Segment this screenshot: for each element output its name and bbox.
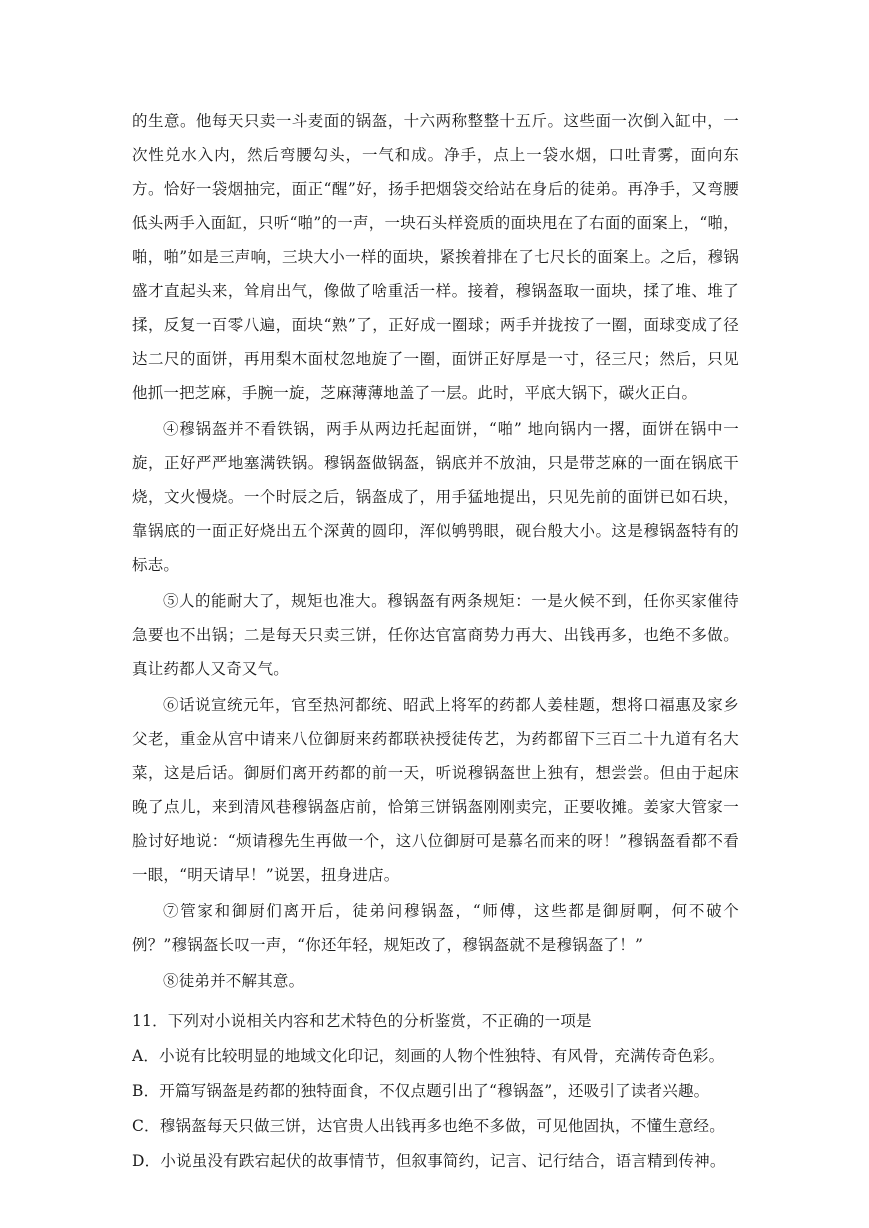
- passage: [132, 104, 739, 998]
- option-c: C．穆锅盔每天只做三饼，达官贵人出钱再多也绝不多做，可见他固执，不懂生意经。: [132, 1117, 725, 1135]
- question-11: [132, 1004, 739, 1179]
- option-d: D．小说虽没有跌宕起伏的故事情节，但叙事简约，记言、记行结合，语言精到传神。: [132, 1152, 726, 1170]
- paragraph-continued: 的生意。他每天只卖一斗麦面的锅盔，十六两称整整十五斤。这些面一次倒入缸中，一次性兑水入内，然后弯腰勾头，一气和成。净手，点上一袋水烟，口吐青雾，面向东方。恰好一袋烟抽完，面正“醒”好，扬手把烟袋交给站在身后的徒弟。再净手，又弯腰低头两手入面缸，只听“啪”的一声，一块石头样瓷质的面块甩在了右面的面案上，“啪， 啪，啪”如是三声响，三块大小一样的面块，紧挨着排在了七尺长的面案上。之后，穆锅盛才直起头来，耸肩出气，像做了啥重活一样。接着，穆锅盔取一面块，揉了堆、堆了揉，反复一百零八遍，面块“熟”了，正好成一圈球；两手并拢按了一圈，面球变成了径达二尺的面饼，再用梨木面杖忽地旋了一圈，面饼正好厚是一寸，径三尺；然后，只见他抓一把芝麻，手腕一旋，芝麻薄薄地盖了一层。此时，平底大锅下，碳火正白。: [132, 112, 739, 402]
- option-a: A．小说有比较明显的地域文化印记，刻画的人物个性独特、有风骨，充满传奇色彩。: [132, 1047, 725, 1065]
- paragraph-4: ④穆锅盔并不看铁锅，两手从两边托起面饼，“啪” 地向锅内一撂，面饼在锅中一旋，正好严严地塞满铁锅。穆锅盔做锅盔，锅底并不放油，只是带芝麻的一面在锅底干烧，文火慢烧。一个时辰之后，锅盔成了，用手猛地提出，只见先前的面饼已如石块，靠锅底的一面正好烧出五个深黄的圆印，浑似鸲鸮眼，砚台般大小。这是穆锅盔特有的标志。: [132, 420, 739, 574]
- question-title: 11．下列对小说相关内容和艺术特色的分析鉴赏，不正确的一项是: [132, 1012, 592, 1030]
- paragraph-6: ⑥话说宣统元年，官至热河都统、昭武上将军的药都人姜桂题，想将口福惠及家乡父老，重金从宫中请来八位御厨来药都联袂授徒传艺，为药都留下三百二十九道有名大菜，这是后话。御厨们离开药都的前一天，听说穆锅盔世上独有，想尝尝。但由于起床晚了点儿，来到清风巷穆锅盔店前，恰第三饼锅盔刚刚卖完，正要收摊。姜家大管家一脸讨好地说：“烦请穆先生再做一个，这八位御厨可是慕名而来的呀！”穆锅盔看都不看一眼，“明天请早！”说罢，扭身进店。: [132, 696, 739, 884]
- paragraph-8: ⑧徒弟并不解其意。: [163, 972, 305, 990]
- paragraph-5: ⑤人的能耐大了，规矩也准大。穆锅盔有两条规矩：一是火候不到，任你买家催待急要也不出锅；二是每天只卖三饼，任你达官富商势力再大、出钱再多，也绝不多做。真让药都人又奇又气。: [132, 592, 739, 678]
- option-b: B．开篇写锅盔是药都的独特面食，不仅点题引出了“穆锅盔”，还吸引了读者兴趣。: [132, 1082, 710, 1100]
- paragraph-7: ⑦管家和御厨们离开后，徒弟问穆锅盔，“师傅，这些都是御厨啊，何不破个例？”穆锅盔长叹一声，“你还年轻，规矩改了，穆锅盔就不是穆锅盔了！”: [132, 902, 739, 954]
